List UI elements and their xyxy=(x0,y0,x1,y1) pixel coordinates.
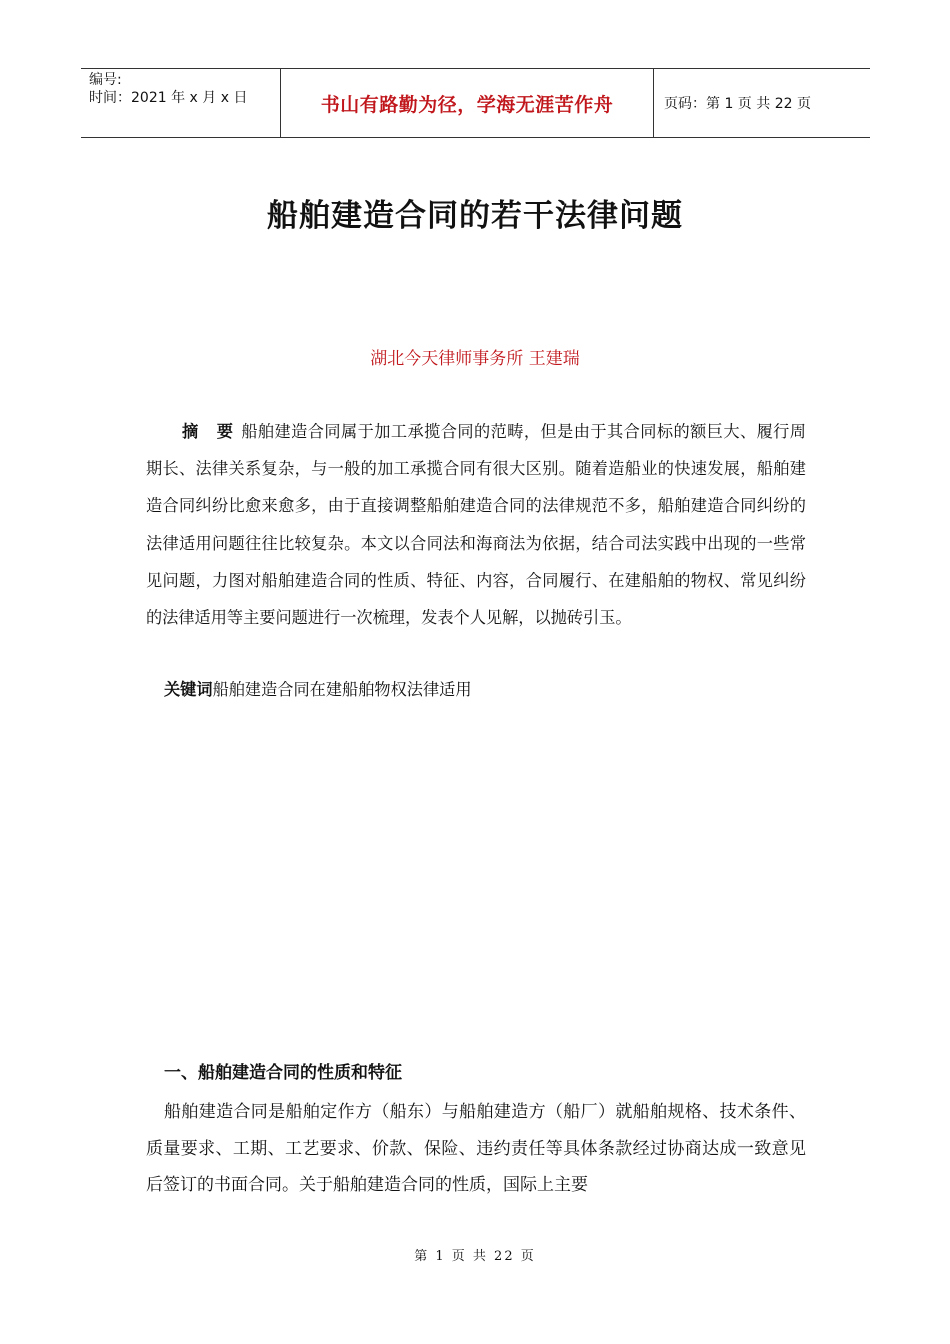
header-table xyxy=(81,68,870,138)
section-body-paragraph: 船舶建造合同是船舶定作方（船东）与船舶建造方（船厂）就船舶规格、技术条件、质量要求、工期、工艺要求、价款、保险、违约责任等具体条款经过协商达成一致意见后签订的书面合同。关于船舶建造合同的性质，国际上主要 xyxy=(146,1102,806,1195)
section-heading: 一、船舶建造合同的性质和特征 xyxy=(164,1063,402,1083)
author-line: 湖北今天律师事务所 王建瑞 xyxy=(370,349,580,369)
keywords-label: 关键词 xyxy=(164,680,213,699)
page-footer: 第 1 页 共 22 页 xyxy=(414,1249,536,1264)
header-meta-cell xyxy=(81,69,281,137)
document-number-label: 编号: xyxy=(89,72,122,88)
document-time-label: 时间：2021 年 x 月 x 日 xyxy=(89,90,248,106)
keywords-line xyxy=(164,671,814,708)
abstract-text: 船舶建造合同属于加工承揽合同的范畴，但是由于其合同标的额巨大、履行周期长、法律关系复杂，与一般的加工承揽合同有很大区别。随着造船业的快速发展，船舶建造合同纠纷比愈来愈多，由于直接调整船舶建造合同的法律规范不多，船舶建造合同纠纷的法律适用问题往往比较复杂。本文以合同法和海商法为依据，结合司法实践中出现的一些常见问题，力图对船舶建造合同的性质、特征、内容，合同履行、在建船舶的物权、常见纠纷的法律适用等主要问题进行一次梳理，发表个人见解，以抛砖引玉。 xyxy=(146,422,806,628)
header-motto-cell xyxy=(281,69,654,137)
abstract-label: 摘 要 xyxy=(182,422,240,441)
header-page-info: 页码：第 1 页 共 22 页 xyxy=(664,96,811,112)
header-motto: 书山有路勤为径，学海无涯苦作舟 xyxy=(320,93,614,116)
header-page-cell xyxy=(654,69,870,137)
abstract-paragraph xyxy=(146,413,806,636)
document-title: 船舶建造合同的若干法律问题 xyxy=(267,198,683,234)
keywords-text: 船舶建造合同在建船舶物权法律适用 xyxy=(212,680,472,699)
